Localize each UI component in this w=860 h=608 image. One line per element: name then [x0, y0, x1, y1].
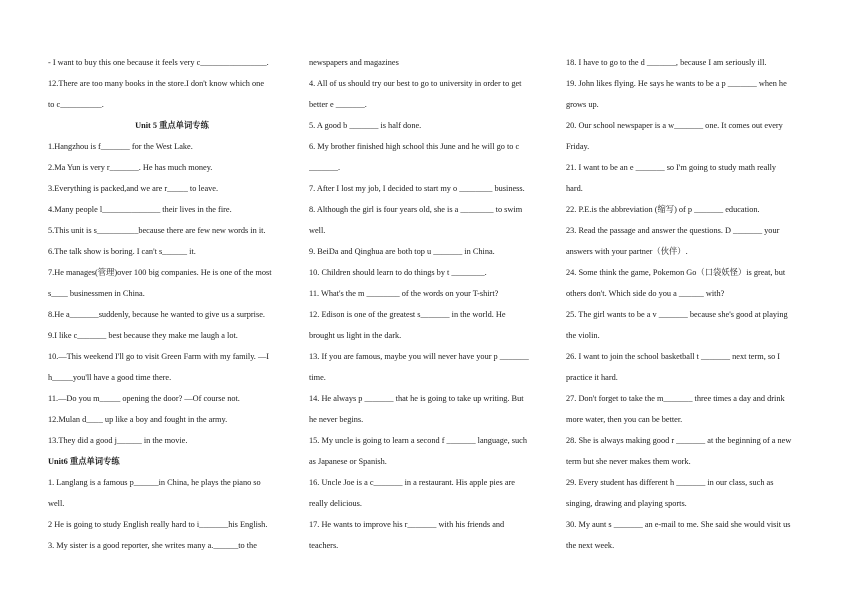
text-line: 18. I have to go to the d _______, because I am seriously ill.: [566, 58, 767, 67]
text-line: 4.Many people l______________ their lives in the fire.: [48, 205, 232, 214]
column-right: [566, 52, 814, 556]
text-line: 27. Don't forget to take the m_______ three times a day and drink: [566, 394, 785, 403]
text-line: answers with your partner（伙伴）.: [566, 247, 688, 256]
text-line: 13.They did a good j______ in the movie.: [48, 436, 188, 445]
text-line: 19. John likes flying. He says he wants to be a p _______ when he: [566, 79, 787, 88]
section-heading: Unit6 重点单词专练: [48, 457, 120, 466]
text-line: 7.He manages(管理)over 100 big companies. He is one of the most: [48, 268, 272, 277]
text-line: 4. All of us should try our best to go to university in order to get: [309, 79, 522, 88]
text-line: well.: [309, 226, 326, 235]
text-line: 9. BeiDa and Qinghua are both top u _______ in China.: [309, 247, 495, 256]
text-line: time.: [309, 373, 326, 382]
text-line: 3.Everything is packed,and we are r_____ to leave.: [48, 184, 219, 193]
text-line: 26. I want to join the school basketball t _______ next term, so I: [566, 352, 781, 361]
text-line: 25. The girl wants to be a v _______ because she's good at playing: [566, 310, 788, 319]
text-line: 5.This unit is s__________because there are few new words in it.: [48, 226, 266, 235]
text-line: 15. My uncle is going to learn a second f _______ language, such: [309, 436, 527, 445]
text-line: 3. My sister is a good reporter, she writes many a.______to the: [48, 541, 257, 550]
text-line: as Japanese or Spanish.: [309, 457, 387, 466]
text-line: 6.The talk show is boring. I can't s______ it.: [48, 247, 196, 256]
text-line: he never begins.: [309, 415, 364, 424]
text-line: 2.Ma Yun is very r_______. He has much money.: [48, 163, 213, 172]
text-line: better e _______.: [309, 100, 367, 109]
text-line: 6. My brother finished high school this June and he will go to c: [309, 142, 520, 151]
text-line: 9.I like c_______ best because they make me laugh a lot.: [48, 331, 238, 340]
text-line: 7. After I lost my job, I decided to start my o ________ business.: [309, 184, 525, 193]
text-line: h_____you'll have a good time there.: [48, 373, 172, 382]
text-line: term but she never makes them work.: [566, 457, 691, 466]
text-line: 11.—Do you m_____ opening the door? —Of course not.: [48, 394, 240, 403]
text-line: 10.—This weekend I'll go to visit Green Farm with my family. —I: [48, 352, 270, 361]
text-line: _______.: [309, 163, 341, 172]
text-line: 8. Although the girl is four years old, she is a ________ to swim: [309, 205, 523, 214]
text-line: 16. Uncle Joe is a c_______ in a restaurant. His apple pies are: [309, 478, 515, 487]
text-line: grows up.: [566, 100, 599, 109]
text-line: 12.Mulan d____ up like a boy and fought in the army.: [48, 415, 228, 424]
text-line: 23. Read the passage and answer the questions. D _______ your: [566, 226, 780, 235]
text-line: really delicious.: [309, 499, 362, 508]
text-line: teachers.: [309, 541, 339, 550]
text-line: 10. Children should learn to do things by t ________.: [309, 268, 487, 277]
text-line: the violin.: [566, 331, 600, 340]
text-line: to c__________.: [48, 100, 104, 109]
text-line: others don't. Which side do you a ______ with?: [566, 289, 725, 298]
text-line: the next week.: [566, 541, 615, 550]
text-line: hard.: [566, 184, 583, 193]
text-line: 21. I want to be an e _______ so I'm going to study math really: [566, 163, 777, 172]
text-line: 2 He is going to study English really hard to i_______his English.: [48, 520, 268, 529]
text-line: 20. Our school newspaper is a w_______ one. It comes out every: [566, 121, 783, 130]
text-line: 5. A good b _______ is half done.: [309, 121, 422, 130]
text-line: 22. P.E.is the abbreviation (缩写) of p _______ education.: [566, 205, 760, 214]
text-line: brought us light in the dark.: [309, 331, 402, 340]
text-line: newspapers and magazines: [309, 58, 399, 67]
text-line: 13. If you are famous, maybe you will never have your p _______: [309, 352, 529, 361]
text-line: 12.There are too many books in the store.I don't know which one: [48, 79, 265, 88]
text-line: 1.Hangzhou is f_______ for the West Lake.: [48, 142, 193, 151]
text-line: singing, drawing and playing sports.: [566, 499, 687, 508]
text-line: 24. Some think the game, Pokemon Go（口袋妖怪）is great, but: [566, 268, 786, 277]
text-line: practice it hard.: [566, 373, 618, 382]
text-line: 30. My aunt s _______ an e-mail to me. She said she would visit us: [566, 520, 791, 529]
text-line: 17. He wants to improve his r_______ with his friends and: [309, 520, 505, 529]
text-line: - I want to buy this one because it feels very c________________.: [48, 58, 269, 67]
column-left: [48, 52, 296, 556]
text-line: 8.He a_______suddenly, because he wanted to give us a surprise.: [48, 310, 265, 319]
column-middle: [309, 52, 553, 556]
text-line: 28. She is always making good r _______ at the beginning of a new: [566, 436, 792, 445]
text-line: well.: [48, 499, 65, 508]
text-line: 14. He always p _______ that he is going to take up writing. But: [309, 394, 524, 403]
text-line: s____ businessmen in China.: [48, 289, 145, 298]
section-heading: Unit 5 重点单词专练: [135, 121, 209, 130]
text-line: 12. Edison is one of the greatest s_______ in the world. He: [309, 310, 506, 319]
text-line: Friday.: [566, 142, 590, 151]
text-line: 1. Langlang is a famous p______in China, he plays the piano so: [48, 478, 261, 487]
text-line: 29. Every student has different h _______ in our class, such as: [566, 478, 774, 487]
text-line: 11. What's the m ________ of the words on your T-shirt?: [309, 289, 499, 298]
text-line: more water, then you can be better.: [566, 415, 683, 424]
